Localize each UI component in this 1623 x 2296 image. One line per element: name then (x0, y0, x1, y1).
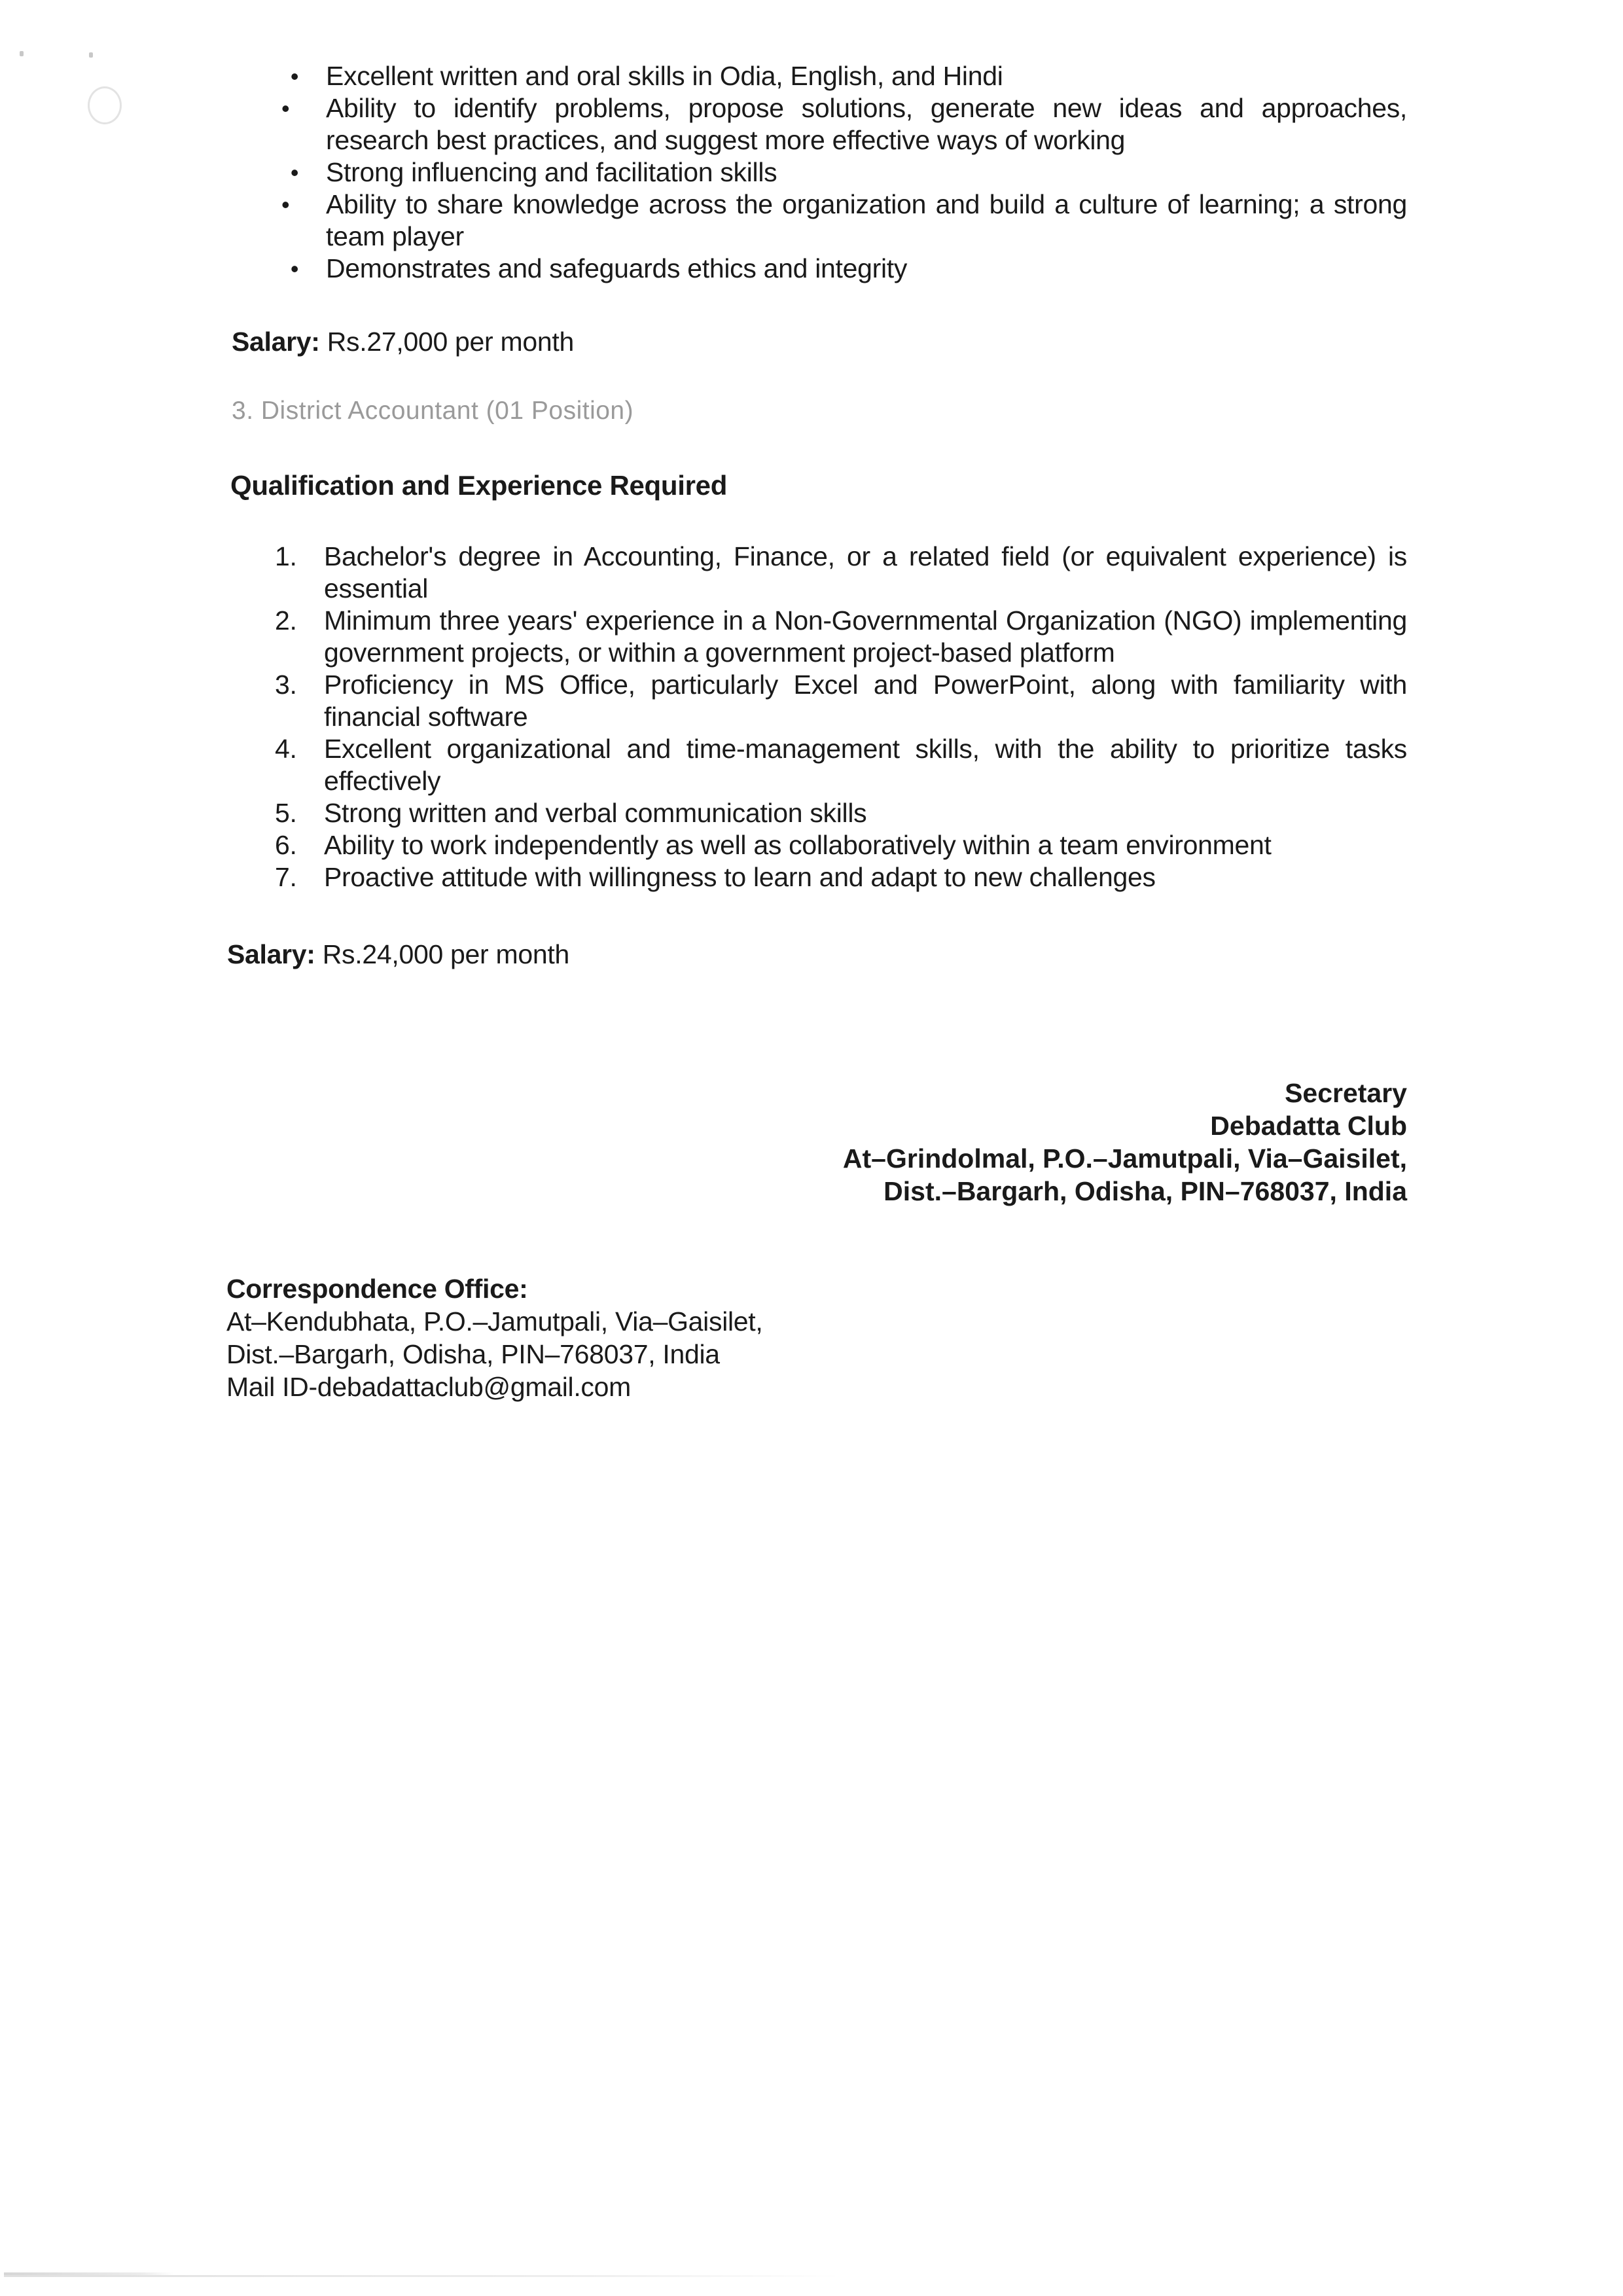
list-item (275, 733, 1407, 797)
list-number: 1. (275, 541, 297, 571)
signature-block (843, 1077, 1407, 1208)
list-text: Proactive attitude with willingness to learn and adapt to new challenges (324, 862, 1156, 892)
salary-value: Rs.24,000 per month (322, 939, 569, 969)
list-text: Proficiency in MS Office, particularly Excel and PowerPoint, along with familiarity with financial software (324, 670, 1407, 732)
qualification-heading: Qualification and Experience Required (230, 470, 728, 501)
skills-bullet-list (281, 60, 1407, 285)
bullet-item (281, 188, 1407, 253)
correspondence-email: Mail ID-debadattaclub@gmail.com (226, 1372, 631, 1402)
organization-name: Debadatta Club (1210, 1111, 1407, 1141)
bullet-icon: • (290, 255, 299, 282)
list-item (275, 829, 1407, 861)
salary-label: Salary: (232, 327, 320, 357)
punch-hole-mark (88, 86, 122, 124)
list-text: Ability to work independently as well as collaboratively within a team environment (324, 830, 1272, 860)
bullet-text: Strong influencing and facilitation skills (326, 157, 777, 187)
address-line: At–Grindolmal, P.O.–Jamutpali, Via–Gaisilet, (842, 1143, 1407, 1174)
correspondence-block (226, 1272, 763, 1403)
scan-edge-line (4, 2275, 842, 2277)
list-text: Strong written and verbal communication skills (324, 798, 867, 828)
list-number: 2. (275, 605, 297, 636)
salary-line-accountant (227, 939, 569, 971)
bullet-item (281, 253, 1407, 285)
list-number: 7. (275, 862, 297, 892)
signatory-title: Secretary (1285, 1078, 1407, 1108)
list-item (275, 605, 1407, 669)
list-item (275, 669, 1407, 733)
list-number: 3. (275, 670, 297, 700)
bullet-icon: • (281, 191, 290, 218)
scan-speck (89, 52, 93, 58)
salary-label: Salary: (227, 939, 315, 969)
correspondence-address-line: At–Kendubhata, P.O.–Jamutpali, Via–Gaisilet, (226, 1306, 763, 1336)
bullet-text: Ability to identify problems, propose solutions, generate new ideas and approaches, research best practices, and suggest more effective ways of working (326, 93, 1407, 155)
correspondence-address-line: Dist.–Bargarh, Odisha, PIN–768037, India (226, 1339, 720, 1369)
salary-line-previous (232, 326, 574, 358)
bullet-text: Ability to share knowledge across the organization and build a culture of learning; a strong team player (326, 189, 1407, 251)
bullet-icon: • (290, 63, 299, 90)
bullet-icon: • (290, 159, 299, 186)
list-item (275, 797, 1407, 829)
requirements-list (275, 541, 1407, 893)
position-heading: 3. District Accountant (01 Position) (232, 397, 634, 425)
bullet-text: Demonstrates and safeguards ethics and integrity (326, 253, 908, 283)
list-item (275, 861, 1407, 893)
list-number: 6. (275, 830, 297, 860)
list-number: 5. (275, 798, 297, 828)
bullet-item (281, 156, 1407, 188)
list-text: Bachelor's degree in Accounting, Finance, or a related field (or equivalent experience) is essential (324, 541, 1407, 603)
bullet-item (281, 60, 1407, 92)
address-line: Dist.–Bargarh, Odisha, PIN–768037, India (883, 1176, 1407, 1206)
list-text: Minimum three years' experience in a Non-Governmental Organization (NGO) implementing government projects, or within a government project-based platform (324, 605, 1407, 668)
salary-value: Rs.27,000 per month (327, 327, 574, 357)
bullet-icon: • (281, 95, 290, 122)
bullet-item (281, 92, 1407, 156)
list-item (275, 541, 1407, 605)
scan-speck (20, 51, 24, 56)
bullet-text: Excellent written and oral skills in Odia, English, and Hindi (326, 61, 1003, 91)
list-number: 4. (275, 734, 297, 764)
list-text: Excellent organizational and time-management skills, with the ability to prioritize tasks effectively (324, 734, 1407, 796)
correspondence-heading: Correspondence Office: (226, 1274, 528, 1304)
